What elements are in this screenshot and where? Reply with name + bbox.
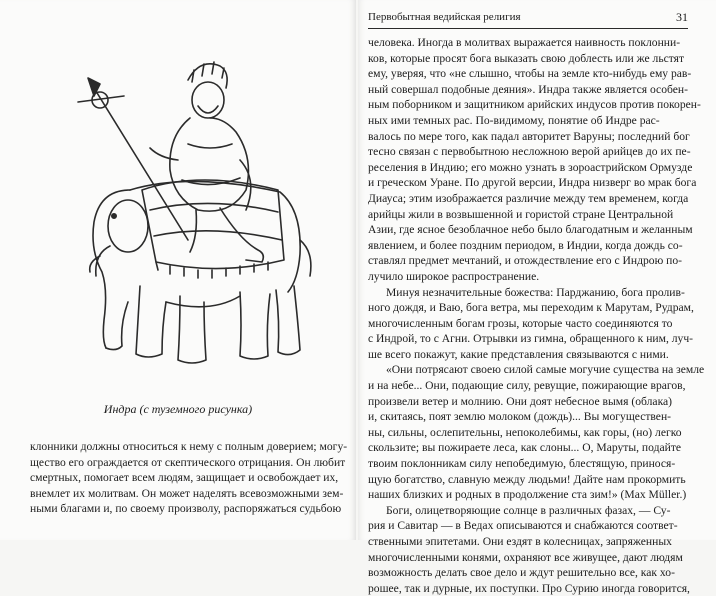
page-number: 31 — [676, 10, 688, 24]
text-line: лучило широкое распространение. — [368, 269, 540, 283]
text-line: Боги, олицетворяющие солнце в различных фазах, — Су- — [386, 503, 671, 517]
text-line: Диауса; этим изображается различие между тем временем, когда — [368, 191, 689, 205]
text-line: щую богатство, славную между людьми! Дайте нам прокормить — [368, 472, 686, 486]
right-body-text — [368, 35, 705, 596]
text-line: ным поборником и защитником арийских индусов против покорен- — [368, 98, 701, 112]
text-line: и на небе... Они, подающие силу, ревущие, пожирающие врагов, — [368, 379, 686, 393]
text-line: с Индрой, то с Агни. Отрывки из гимна, обращенного к ним, луч- — [368, 332, 694, 346]
text-line: произвели ветер и молнию. Они доят небесное вымя (облака) — [368, 394, 673, 408]
illustration-caption: Индра (с туземного рисунка) — [103, 402, 253, 416]
left-page — [0, 0, 356, 540]
text-line: внемлет их молитвам. Он может наделять всевозможными зем- — [30, 486, 344, 500]
text-line: тесно связан с первобытною несложною верой арийцев до их пе- — [368, 145, 691, 159]
text-line: ему, уверяя, что «не слышно, чтобы на земле кто-нибудь ему рав- — [368, 67, 692, 81]
text-line: многочисленными конями, охраняют все живущее, дают людям — [368, 550, 683, 564]
text-line: Минуя незначительные божества: Парджанию, бога пролив- — [386, 285, 685, 299]
text-line: ственными эпитетами. Они ездят в колесницах, запряженных — [368, 535, 672, 548]
right-page — [358, 0, 716, 595]
text-line: человека. Иногда в молитвах выражается наивность поклонни- — [368, 36, 681, 49]
running-title: Первобытная ведийская религия — [368, 11, 521, 23]
text-line: ны, сильны, ослепительны, непоколебимы, как горы, (но) легко — [368, 425, 682, 439]
text-line: и греческом Уране. По другой версии, Индра низверг во мрак бога — [368, 176, 697, 190]
text-line: арийцы жили в возвышенной и гористой стране Центральной — [368, 207, 674, 221]
left-body-text — [30, 439, 346, 517]
running-head — [368, 10, 688, 29]
text-line: «Они потрясают своею силой самые могучие существа на земле — [386, 363, 705, 377]
text-line: Азии, где ясное безоблачное небо было благодатным и желанным — [368, 223, 693, 237]
text-line: реселения в Индию; его можно узнать в зороастрийском Ормузде — [368, 160, 693, 174]
text-line: смертных, помогает всем людям, защищает и освобождает их, — [30, 471, 339, 485]
indra-on-elephant-illustration — [70, 40, 320, 380]
text-line: скользите; вы пожираете леса, как слоны... О, Маруты, подайте — [368, 441, 682, 455]
text-line: явлением, и более поздним периодом, в Индии, когда дождь со- — [368, 238, 683, 252]
text-line: многочисленным богам грозы, которые часто соединяются то — [368, 316, 673, 330]
text-line: рошее, так и дурные, их поступки. Про Сурию иногда говорится, — [368, 581, 690, 595]
text-line: возможность делать свое дело и ждут решительно все, как хо- — [368, 566, 675, 580]
text-line: ного дождя, и Ваю, бога ветра, мы переходим к Марутам, Рудрам, — [368, 301, 694, 315]
text-line: и, скитаясь, поят землю молоком (дождь)... Вы могуществен- — [368, 410, 672, 424]
text-line: рия и Савитар — в Ведах описываются и снабжаются соответ- — [368, 519, 678, 533]
text-line: ков, которые просят бога выказать свою доблесть или же льстят — [368, 51, 685, 65]
text-line: щество его ограждается от скептического отрицания. Он любит — [30, 455, 346, 469]
text-line: твоим поклонникам силу непобедимую, блестящую, принося- — [368, 457, 676, 471]
text-line: ных ими темных рас. По-видимому, понятие об Индре рас- — [368, 113, 660, 127]
text-line: ставлял предмет мечтаний, и отождествление его с Индрою по- — [368, 254, 683, 268]
text-line: ше всего покажут, какие представления связываются с ними. — [368, 347, 669, 361]
text-line: ными благами и, по своему произволу, распоряжаться судьбою — [30, 502, 342, 516]
text-line: валось по мере того, как падал авторитет Варуны; последний бог — [368, 129, 690, 143]
text-line: клонники должны относиться к нему с полным доверием; могу- — [30, 440, 348, 453]
text-line: ный совершал подобные деяния». Индра также является особен- — [368, 82, 688, 96]
text-line: наших близких и родных в продолжение ста зим!» (Max Müller.) — [368, 488, 687, 502]
